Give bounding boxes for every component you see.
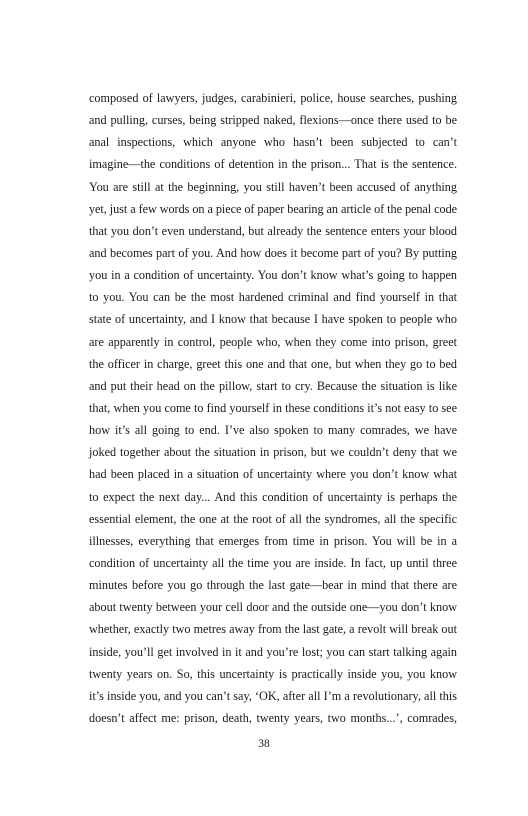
text-line: to you. You can be the most hardened criminal and find yourself in that (89, 290, 457, 305)
text-line: essential element, the one at the root of all the syndromes, all the specific (89, 511, 457, 526)
text-line: about twenty between your cell door and the outside one—you don’t know (89, 600, 457, 615)
text-line: that you don’t even understand, but already the sentence enters your blood (89, 223, 457, 238)
text-line: imagine—the conditions of detention in the prison... That is the sentence. (89, 157, 457, 172)
text-line: minutes before you go through the last gate—bear in mind that there are (89, 578, 457, 593)
text-line: doesn’t affect me: prison, death, twenty years, two months...’, comrades, (89, 710, 457, 725)
page-number: 38 (258, 738, 270, 750)
text-line: the officer in charge, greet this one and that one, but when they go to bed (89, 356, 457, 371)
text-line: you in a condition of uncertainty. You don’t know what’s going to happen (89, 268, 457, 283)
text-line: that, when you come to find yourself in these conditions it’s not easy to see (89, 400, 457, 415)
text-line: and put their head on the pillow, start to cry. Because the situation is like (89, 378, 457, 393)
text-line: joked together about the situation in prison, but we couldn’t deny that we (89, 445, 457, 460)
text-line: composed of lawyers, judges, carabinieri, police, house searches, pushing (89, 91, 457, 105)
text-line: and becomes part of you. And how does it become part of you? By putting (89, 245, 457, 260)
text-line: had been placed in a situation of uncertainty where you don’t know what (89, 467, 457, 482)
text-line: illnesses, everything that emerges from time in prison. You will be in a (89, 533, 457, 548)
text-line: state of uncertainty, and I know that because I have spoken to people who (89, 312, 457, 327)
text-line: inside, you’ll get involved in it and you’re lost; you can start talking again (89, 644, 457, 659)
text-line: anal inspections, which anyone who hasn’t been subjected to can’t (89, 135, 457, 150)
text-line: condition of uncertainty all the time you are inside. In fact, up until three (89, 555, 457, 570)
text-line: You are still at the beginning, you still haven’t been accused of anything (89, 179, 457, 194)
text-line: and pulling, curses, being stripped naked, flexions—once there used to be (89, 113, 457, 128)
body-text (89, 87, 457, 729)
text-line: yet, just a few words on a piece of paper bearing an article of the penal code (89, 201, 457, 216)
text-line: are apparently in control, people who, when they come into prison, greet (89, 334, 457, 349)
text-line: to expect the next day... And this condition of uncertainty is perhaps the (89, 489, 457, 504)
text-line: whether, exactly two metres away from the last gate, a revolt will break out (89, 622, 457, 637)
text-line: twenty years on. So, this uncertainty is practically inside you, you know (89, 666, 457, 681)
text-line: how it’s all going to end. I’ve also spoken to many comrades, we have (89, 423, 457, 438)
text-line: it’s inside you, and you can’t say, ‘OK, after all I’m a revolutionary, all this (89, 688, 457, 703)
